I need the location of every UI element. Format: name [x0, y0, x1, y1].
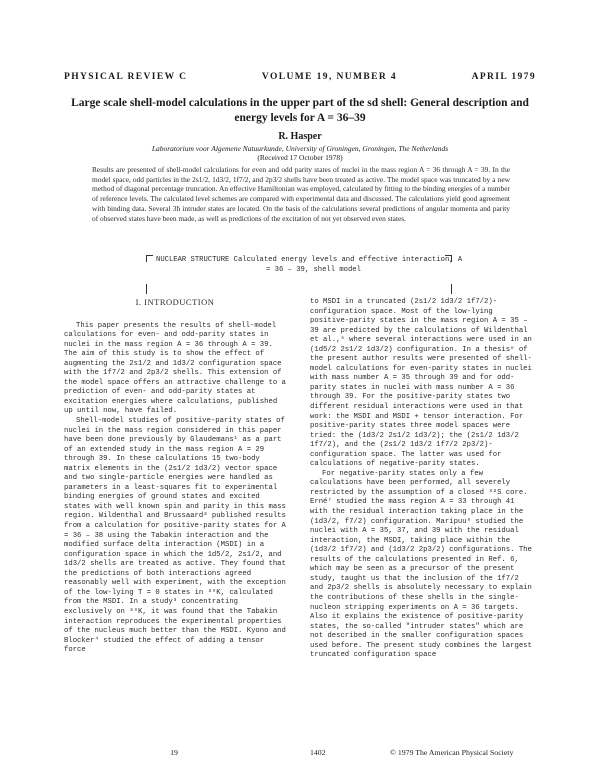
keywords-bracket-top-left	[146, 255, 153, 262]
page-footer	[64, 748, 536, 757]
paragraph: For negative-parity states only a few calculations have been performed, all severely restricted by the assumption of a closed ³²S core. Erné⁷ studied the mass region A = 33 through 41 with the residual interaction taking place in the (1d3/2, f7/2) configuration. Maripuu⁸ studied the nuclei with A = 35, 37, and 39 with the residual interaction, the MSDI, taking place within the (1d3/2 1f7/2) and (1d3/2 2p3/2) configurations. The results of the calculations presented in Ref. 6, which may be seen as a precursor of the present study, taught us that the inclusion of the 1f7/2 and 2p3/2 shells is absolutely necessary to explain the contributions of these shells in the single-nucleon stripping experiments on A = 36 targets. Also it explains the existence of positive-parity states, the so-called "intruder states" which are not described in the smaller configuration spaces used before. The present study combines the largest truncated configuration space	[310, 469, 532, 660]
copyright-notice: © 1979 The American Physical Society	[390, 748, 514, 757]
received-date: (Received 17 October 1978)	[257, 153, 343, 162]
abstract: Results are presented of shell-model calculations for even and odd parity states of nuclei in the mass region A = 36 through A = 39. In the model space, odd particles in the 2s1/2, 1d3/2, 1f7/2, and 2p3/2 shells have been treated as active. The model space was truncated by a new method of diagonal percentage truncation. An effective Hamiltonian was employed, calculated by fitting to the binding energies of a number of reference levels. The calculated level schemes are compared with experimental data and discussed. The calculations yield good agreement with binding data. Several 3ħ intruder states are located. On the basis of the calculations several predictions of angular momenta and parity of observed states have been made, as well as predictions of the excitation of not yet observed even states.	[92, 165, 510, 223]
volume-number: VOLUME 19, NUMBER 4	[261, 72, 398, 82]
author-name: R. Hasper	[278, 131, 322, 142]
left-column	[64, 298, 286, 656]
journal-name: PHYSICAL REVIEW C	[64, 72, 188, 82]
journal-header	[64, 72, 536, 82]
keywords-line-2: = 36 – 39, shell model	[266, 266, 361, 274]
issue-date: APRIL 1979	[471, 72, 536, 82]
keywords-line-1: NUCLEAR STRUCTURE Calculated energy levels and effective interaction, A	[156, 256, 463, 264]
page-number: 19	[170, 748, 178, 757]
section-heading: I. INTRODUCTION	[135, 297, 215, 307]
paragraph: to MSDI in a truncated (2s1/2 1d3/2 1f7/2)-configuration space. Most of the low-lying positive-parity states in the mass region A = 35 – 39 are predicted by the calculations of Wildenthal et al.,⁵ where several interactions were used in an (1d5/2 2s1/2 1d3/2) configuration. In a thesis⁶ of the present author results were presented of shell-model calculations for even-parity states in nuclei with mass number A = 35 through 39 and for odd-parity states in nuclei with mass number A = 36 through 39. For the positive-parity states two different residual interactions were used in that work: the MSDI and MSDI + tensor interaction. For positive-parity states three model spaces were tried: the (1d3/2 2s1/2 1d3/2); the (2s1/2 1d3/2 1f7/2), and the (2s1/2 1d3/2 1f7/2 2p3/2)-configuration space. The latter was used for calculations of negative-parity states.	[310, 298, 532, 469]
keywords-bracket-bottom-left	[146, 284, 148, 294]
paragraph: This paper presents the results of shell-model calculations for even- and odd-parity states in nuclei in the mass region A = 36 through A = 39. The aim of this study is to show the effect of augmenting the 2s1/2 and 1d3/2 configuration space with the 1f7/2 and 2p3/2 shells. This extension of the model space offers an attractive challenge to a prediction of even- and odd-parity states at excitation energies where calculations, published up until now, have failed.	[64, 321, 286, 416]
keywords-bracket-bottom-right	[450, 284, 452, 294]
right-column	[310, 298, 532, 661]
keywords-box	[146, 255, 463, 278]
author-affiliation: Laboratorium voor Algemene Natuurkunde, University of Groningen, Groningen, The Netherlands	[151, 144, 449, 153]
paper-title: Large scale shell-model calculations in the upper part of the sd shell: General description and energy levels for A = 36–39	[71, 97, 529, 124]
page-code: 1402	[310, 748, 326, 757]
paragraph: Shell-model studies of positive-parity states of nuclei in the mass region considered in this paper have been done previously by Glaudemans¹ as a part of an extended study in the mass region A = 29 through 39. In these calculations 15 two-body matrix elements in the (2s1/2 1d3/2) vector space and two single-particle energies were handled as parameters in a least-squares fit to experimental binding energies of ground states and excited states with well known spin and parity in this mass region. Wildenthal and Brussaard² published results from a calculation for positive-parity states for A = 36 – 38 using the Tabakin interaction and the modified surface delta interaction (MSDI) in a configuration space in which the 1d5/2, 2s1/2, and 1d3/2 shells are treated as active. They found that the predictions of both interactions agreed reasonably well with experiment, with the exception of the low-lying T = 0 states in ³⁸K, calculated from the MSDI. In a study³ concentrating exclusively on ³⁸K, it was found that the Tabakin interaction reproduces the experimental properties of the nucleus much better than the MSDI. Kyono and Blocker⁴ studied the effect of adding a tensor force	[64, 417, 286, 655]
